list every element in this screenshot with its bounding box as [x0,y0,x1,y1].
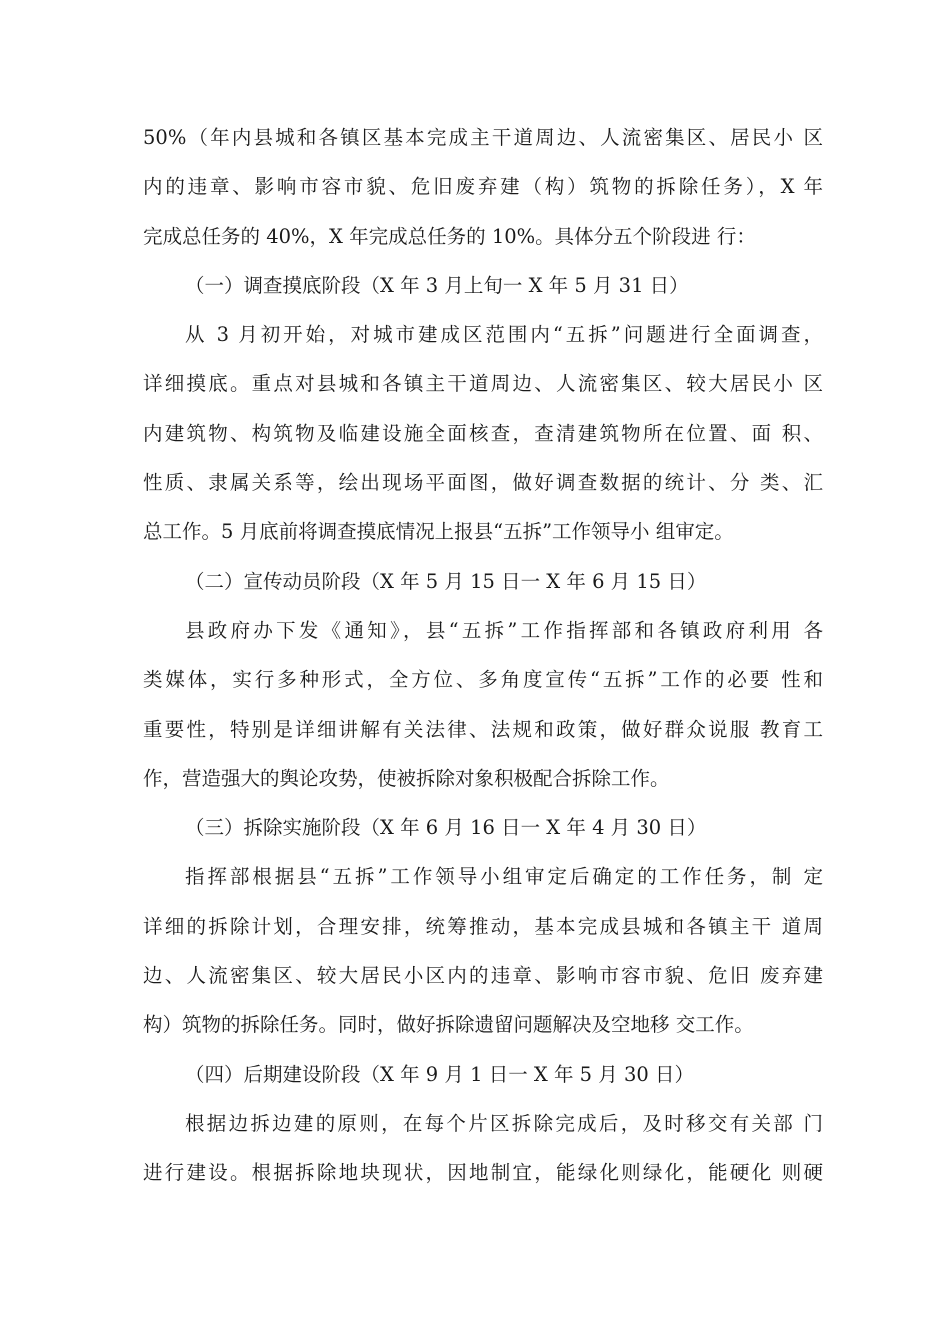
body-text-line: 详细的拆除计划，合理安排，统筹推动，基本完成县城和各镇主干 道周 [143,914,823,938]
body-text-line: 内的违章、影响市容市貌、危旧废弃建（构）筑物的拆除任务），X 年 [143,175,823,199]
section-heading: （四）后期建设阶段（X 年 9 月 1 日一 X 年 5 月 30 日） [185,1062,694,1086]
section-heading: （二）宣传动员阶段（X 年 5 月 15 日一 X 年 6 月 15 日） [185,569,707,593]
body-text-line: 进行建设。根据拆除地块现状，因地制宜，能绿化则绿化，能硬化 则硬 [143,1161,823,1185]
body-text-line: 类媒体，实行多种形式，全方位、多角度宣传“五拆”工作的必要 性和 [143,668,823,692]
body-text-line: 详细摸底。重点对县城和各镇主干道周边、人流密集区、较大居民小 区 [143,372,823,396]
document-body [143,113,823,1198]
section-heading: （三）拆除实施阶段（X 年 6 月 16 日一 X 年 4 月 30 日） [185,816,707,840]
paragraph-first-line: 指挥部根据县“五拆”工作领导小组审定后确定的工作任务，制 定 [185,865,823,889]
paragraph-first-line: 从 3 月初开始，对城市建成区范围内“五拆”问题进行全面调查， [185,323,823,347]
body-text-line: 作，营造强大的舆论攻势，使被拆除对象积极配合拆除工作。 [143,766,670,790]
body-text-line: 构）筑物的拆除任务。同时，做好拆除遗留问题解决及空地移 交工作。 [143,1013,754,1037]
body-text-line: 重要性，特别是详细讲解有关法律、法规和政策，做好群众说服 教育工 [143,717,823,741]
body-text-line: 性质、隶属关系等，绘出现场平面图，做好调查数据的统计、分 类、汇 [143,471,823,495]
body-text-line: 内建筑物、构筑物及临建设施全面核查，查清建筑物所在位置、面 积、 [143,421,823,445]
body-text-line: 总工作。5 月底前将调查摸底情况上报县“五拆”工作领导小 组审定。 [143,520,734,544]
body-text-line: 50%（年内县城和各镇区基本完成主干道周边、人流密集区、居民小 区 [143,126,823,149]
paragraph-first-line: 县政府办下发《通知》，县“五拆”工作指挥部和各镇政府利用 各 [185,618,823,642]
paragraph-first-line: 根据边拆边建的原则，在每个片区拆除完成后，及时移交有关部 门 [185,1111,823,1135]
body-text-line: 完成总任务的 40%，X 年完成总任务的 10%。具体分五个阶段进 行： [143,224,756,248]
body-text-line: 边、人流密集区、较大居民小区内的违章、影响市容市貌、危旧 废弃建 [143,964,823,988]
section-heading: （一）调查摸底阶段（X 年 3 月上旬一 X 年 5 月 31 日） [185,273,689,297]
